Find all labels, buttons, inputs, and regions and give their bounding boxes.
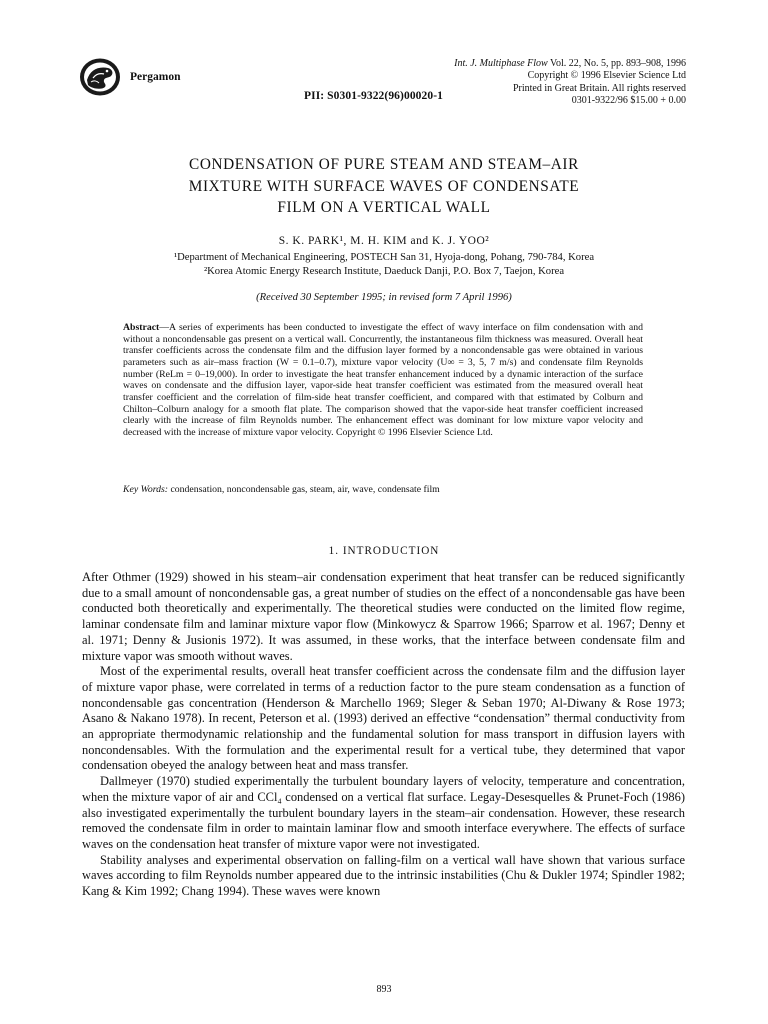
journal-name: Int. J. Multiphase Flow <box>454 58 548 69</box>
keywords-label: Key Words: <box>123 484 169 495</box>
journal-volume: Vol. 22, No. 5, pp. 893–908, 1996 <box>547 58 686 69</box>
paragraph-1: After Othmer (1929) showed in his steam–air condensation experiment that heat transfer can be reduced significantly due to a small amount of noncondensable gas, a great number of studies on the effect of a noncondensable gas have been conducted both theoretically and experimentally. The theoretical studies were conducted on the limited flow regime, laminar condensate film and laminar mixture vapor flow (Minkowycz & Sparrow 1966; Sparrow et al. 1967; Denny et al. 1971; Denny & Jusionis 1972). It was assumed, in these works, that the interface between condensate film and mixture vapor was smooth without waves. <box>82 570 685 663</box>
body-text <box>82 570 685 900</box>
title-line-3: FILM ON A VERTICAL WALL <box>277 199 491 216</box>
affiliation-1: ¹Department of Mechanical Engineering, POSTECH San 31, Hyoja-dong, Pohang, 790-784, Korea <box>173 252 595 263</box>
title-line-2: MIXTURE WITH SURFACE WAVES OF CONDENSATE <box>188 177 580 195</box>
abstract <box>123 322 643 439</box>
section-heading: 1. INTRODUCTION <box>328 545 440 557</box>
abstract-text: —A series of experiments has been conducted to investigate the effect of wavy interface on film condensation with and without a noncondensable gas present on a vertical wall. Concurrently, the instantaneous film thickness was measured. Overall heat transfer coefficients across the condensate film and the diffusion layer formed by a noncondensable gas were obtained in various parameters such as air–mass fraction (W = 0.1–0.7), mixture vapor velocity (U∞ = 3, 5, 7 m/s) and condensate film Reynolds number (ReLm = 0–19,000). In order to investigate the heat transfer enhancement induced by a dynamic interaction of the surface waves on condensate and the diffusion layer, vapor-side heat transfer coefficient was estimated from the measured overall heat transfer coefficient and the correlation of film-side heat transfer coefficient, and compared with that estimated by Colburn and Chilton–Colburn analogy for a smooth flat plate. The comparison showed that the vapor-side heat transfer coefficient increased clearly with the increase of film Reynolds number. The enhancement effect was dominant for low mixture vapor velocity and decreased with the increase of mixture vapor velocity. Copyright © 1996 Elsevier Science Ltd. <box>123 322 643 438</box>
pii-identifier: PII: S0301-9322(96)00020-1 <box>304 90 443 102</box>
copyright-line: Copyright © 1996 Elsevier Science Ltd <box>527 70 686 82</box>
paragraph-4: Stability analyses and experimental observation on falling-film on a vertical wall have shown that various surface waves according to film Reynolds number appeared due to the intrinsic instabilities (Chu & Dukler 1974; Spindler 1982; Kang & Kim 1992; Chang 1994). These waves were known <box>82 852 685 899</box>
keywords <box>123 484 643 495</box>
title-line-1: CONDENSATION OF PURE STEAM AND STEAM–AIR <box>189 156 579 173</box>
journal-info <box>454 58 686 108</box>
abstract-label: Abstract <box>123 322 160 333</box>
publisher-name: Pergamon <box>130 71 181 83</box>
paragraph-3: Dallmeyer (1970) studied experimentally the turbulent boundary layers of velocity, temperature and concentration, when the mixture vapor of air and CCl₄ condensed on a vertical flat surface. Legay-Desesquelles & Prunet-Foch (1986) also investigated experimentally the turbulent boundary layers in the steam–air condensation. However, these research removed the condensate film in order to maintain laminar flow and smooth interface everywhere. The effects of surface waves on the condensation heat transfer of mixture vapor were not investigated. <box>82 774 685 851</box>
article-title <box>90 154 678 219</box>
page-number: 893 <box>376 984 392 995</box>
received-dates: (Received 30 September 1995; in revised form 7 April 1996) <box>256 292 512 303</box>
authors: S. K. PARK¹, M. H. KIM and K. J. YOO² <box>278 235 490 247</box>
issn-price-line: 0301-9322/96 $15.00 + 0.00 <box>571 95 686 107</box>
affiliations <box>0 251 768 279</box>
journal-citation <box>454 58 686 70</box>
affiliation-2: ²Korea Atomic Energy Research Institute, Daeduck Danji, P.O. Box 7, Taejon, Korea <box>203 266 565 277</box>
pergamon-logo-icon <box>78 56 124 98</box>
keywords-text: condensation, noncondensable gas, steam, air, wave, condensate film <box>168 484 440 495</box>
printed-line: Printed in Great Britain. All rights reserved <box>512 82 686 94</box>
paragraph-2: Most of the experimental results, overall heat transfer coefficient across the condensate film and the diffusion layer of mixture vapor phase, were correlated in terms of a reduction factor to the pure steam condensation as a function of noncondensable gas concentration (Henderson & Marchello 1969; Sleger & Seban 1970; Al-Diwany & Rose 1973; Asano & Nakano 1978). In recent, Peterson et al. (1993) derived an effective “condensation” thermal conductivity from an appropriate thermodynamic relationship and the fundamental solution for mass transport in diffusion layers with noncondensables. With the formulation and the experimental result for a vertical tube, they determined that vapor condensation obeyed the analogy between heat and mass transfer. <box>82 664 685 773</box>
